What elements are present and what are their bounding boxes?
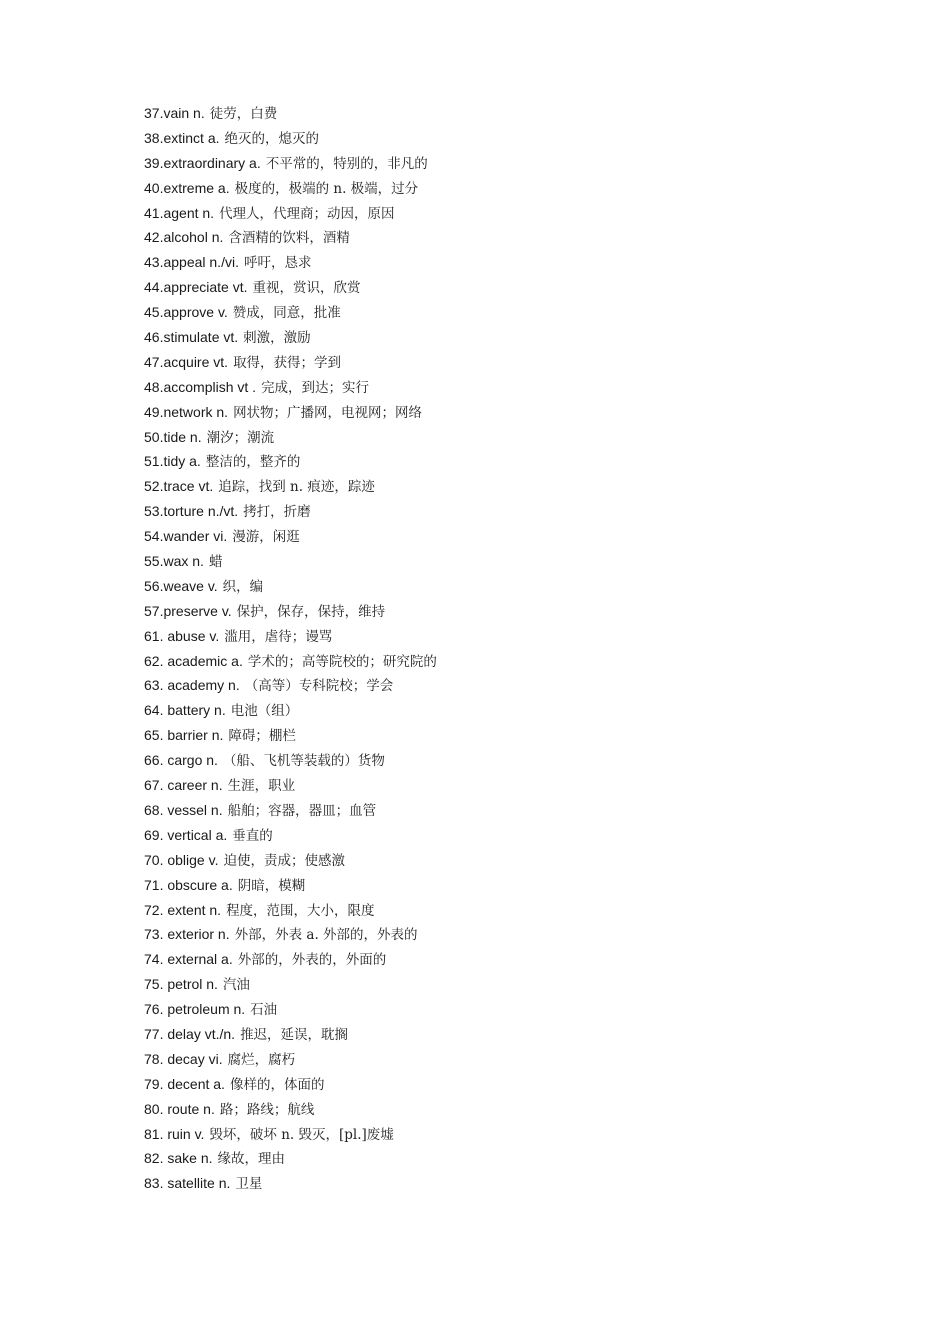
vocab-entry: [144, 300, 437, 325]
entry-definition: 路；路线；航线: [219, 1101, 315, 1118]
entry-definition: 汽油: [222, 977, 250, 994]
entry-definition: 阴暗，模糊: [237, 877, 306, 894]
entry-word: 43.appeal n./vi.: [144, 254, 239, 271]
entry-definition: 障碍；棚栏: [228, 728, 296, 745]
entry-word: 67. career n.: [144, 777, 223, 794]
vocab-entry: [144, 574, 437, 599]
entry-definition: 外部，外表 a. 外部的，外表的: [234, 927, 418, 944]
vocab-entry: [144, 798, 437, 823]
vocab-entry: [144, 1146, 437, 1171]
vocab-entry: [144, 126, 437, 151]
entry-word: 65. barrier n.: [144, 727, 224, 744]
entry-word: 70. oblige v.: [144, 851, 219, 868]
entry-definition: 石油: [250, 1002, 278, 1019]
entry-word: 82. sake n.: [144, 1150, 213, 1167]
vocab-entry: [144, 748, 437, 773]
vocab-entry: [144, 425, 437, 450]
entry-definition: 电池（组）: [230, 703, 299, 720]
entry-definition: 迫使，责成；使感激: [223, 852, 345, 869]
entry-definition: 滥用，虐待；谩骂: [224, 628, 333, 645]
vocab-entry: [144, 101, 437, 126]
entry-definition: 追踪，找到 n. 痕迹，踪迹: [218, 479, 375, 496]
entry-definition: 船舶；容器，器皿；血管: [227, 802, 377, 819]
entry-word: 81. ruin v.: [144, 1125, 205, 1142]
entry-word: 76. petroleum n.: [144, 1001, 246, 1018]
entry-definition: 网状物；广播网，电视网；网络: [233, 404, 423, 421]
entry-definition: （船、飞机等装载的）货物: [222, 753, 385, 770]
vocab-entry: [144, 375, 437, 400]
entry-definition: 代理人，代理商；动因，原因: [219, 205, 395, 222]
entry-word: 39.extraordinary a.: [144, 154, 261, 171]
vocab-entry: [144, 250, 437, 275]
vocab-entry: [144, 1122, 437, 1147]
vocab-entry: [144, 350, 437, 375]
vocab-entry: [144, 599, 437, 624]
entry-definition: 卫星: [235, 1176, 263, 1193]
entry-definition: 生涯，职业: [227, 778, 296, 795]
entry-definition: 垂直的: [232, 827, 273, 844]
entry-definition: 程度，范围，大小，限度: [226, 902, 375, 919]
entry-word: 49.network n.: [144, 403, 229, 420]
entry-word: 61. abuse v.: [144, 627, 220, 644]
entry-word: 78. decay vi.: [144, 1050, 223, 1067]
vocab-entry: [144, 1171, 437, 1196]
entry-word: 71. obscure a.: [144, 876, 233, 893]
entry-word: 48.accomplish vt .: [144, 378, 257, 395]
vocab-entry: [144, 823, 437, 848]
entry-word: 74. external a.: [144, 951, 233, 968]
vocab-entry: [144, 624, 437, 649]
entry-definition: 含酒精的饮料，酒精: [228, 230, 350, 247]
entry-definition: （高等）专科院校；学会: [244, 678, 394, 695]
vocab-entry: [144, 1072, 437, 1097]
entry-definition: 绝灭的，熄灭的: [224, 130, 319, 147]
entry-word: 79. decent a.: [144, 1075, 225, 1092]
entry-word: 53.torture n./vt.: [144, 503, 239, 520]
vocab-entry: [144, 673, 437, 698]
entry-word: 47.acquire vt.: [144, 353, 229, 370]
entry-word: 52.trace vt.: [144, 478, 214, 495]
entry-definition: 赞成，同意，批准: [232, 305, 341, 322]
vocab-entry: [144, 922, 437, 947]
entry-word: 69. vertical a.: [144, 826, 228, 843]
vocab-entry: [144, 225, 437, 250]
entry-definition: 完成，到达；实行: [261, 379, 370, 396]
vocab-entry: [144, 698, 437, 723]
entry-definition: 徒劳，白费: [209, 106, 278, 122]
entry-word: 51.tidy a.: [144, 453, 201, 470]
entry-word: 37.vain n.: [144, 105, 205, 121]
vocab-entry: [144, 898, 437, 923]
entry-definition: 保护，保存，保持，维持: [236, 603, 386, 620]
vocab-entry: [144, 1097, 437, 1122]
vocab-entry: [144, 524, 437, 549]
vocab-entry: [144, 549, 437, 574]
vocab-entry: [144, 449, 437, 474]
vocabulary-list: [144, 101, 437, 1196]
entry-word: 40.extreme a.: [144, 179, 230, 196]
vocab-entry: [144, 400, 437, 425]
entry-definition: 取得，获得；学到: [233, 354, 342, 371]
entry-word: 57.preserve v.: [144, 602, 232, 619]
entry-word: 80. route n.: [144, 1100, 215, 1117]
entry-word: 62. academic a.: [144, 652, 243, 669]
entry-definition: 毁坏，破坏 n. 毁灭，[pl.]废墟: [209, 1126, 394, 1143]
entry-word: 45.approve v.: [144, 304, 228, 321]
vocab-entry: [144, 723, 437, 748]
entry-word: 73. exterior n.: [144, 926, 230, 943]
entry-definition: 漫游，闲逛: [232, 529, 300, 546]
vocab-entry: [144, 201, 437, 226]
entry-word: 41.agent n.: [144, 204, 215, 221]
entry-definition: 刺激，激励: [243, 330, 311, 347]
entry-word: 77. delay vt./n.: [144, 1025, 236, 1042]
entry-definition: 重视，赏识，欣赏: [252, 280, 361, 297]
entry-definition: 呼吁，恳求: [243, 255, 312, 272]
entry-word: 75. petrol n.: [144, 976, 218, 993]
vocab-entry: [144, 325, 437, 350]
vocab-entry: [144, 947, 437, 972]
entry-definition: 外部的，外表的，外面的: [237, 952, 387, 969]
entry-word: 64. battery n.: [144, 702, 226, 719]
entry-word: 68. vessel n.: [144, 801, 223, 818]
entry-word: 42.alcohol n.: [144, 229, 224, 246]
entry-definition: 拷打，折磨: [243, 504, 311, 521]
entry-word: 44.appreciate vt.: [144, 279, 248, 296]
vocab-entry: [144, 1022, 437, 1047]
entry-definition: 蜡: [208, 554, 223, 571]
entry-definition: 像样的，体面的: [229, 1076, 325, 1093]
vocab-entry: [144, 499, 437, 524]
entry-definition: 腐烂，腐朽: [227, 1051, 296, 1068]
entry-definition: 潮汐；潮流: [206, 429, 275, 446]
vocab-entry: [144, 275, 437, 300]
vocab-entry: [144, 773, 437, 798]
vocab-entry: [144, 474, 437, 499]
entry-word: 55.wax n.: [144, 553, 204, 570]
vocab-entry: [144, 873, 437, 898]
entry-definition: 不平常的，特别的，非凡的: [265, 155, 428, 172]
vocab-entry: [144, 649, 437, 674]
entry-word: 63. academy n.: [144, 677, 240, 694]
entry-definition: 学术的；高等院校的；研究院的: [247, 653, 437, 670]
entry-definition: 织，编: [222, 578, 264, 595]
vocab-entry: [144, 972, 437, 997]
vocab-entry: [144, 848, 437, 873]
vocab-entry: [144, 997, 437, 1022]
entry-word: 54.wander vi.: [144, 528, 228, 545]
vocab-entry: [144, 176, 437, 201]
entry-word: 46.stimulate vt.: [144, 329, 239, 346]
entry-word: 66. cargo n.: [144, 752, 218, 769]
entry-word: 72. extent n.: [144, 901, 222, 918]
vocab-entry: [144, 1047, 437, 1072]
entry-word: 38.extinct a.: [144, 129, 220, 146]
entry-definition: 整洁的，整齐的: [205, 454, 301, 471]
entry-definition: 极度的，极端的 n. 极端，过分: [234, 180, 419, 197]
entry-definition: 缘故，理由: [217, 1151, 285, 1168]
entry-word: 83. satellite n.: [144, 1175, 231, 1192]
entry-word: 50.tide n.: [144, 428, 202, 445]
entry-definition: 推迟，延误，耽搁: [240, 1026, 349, 1043]
vocab-entry: [144, 151, 437, 176]
entry-word: 56.weave v.: [144, 577, 218, 594]
